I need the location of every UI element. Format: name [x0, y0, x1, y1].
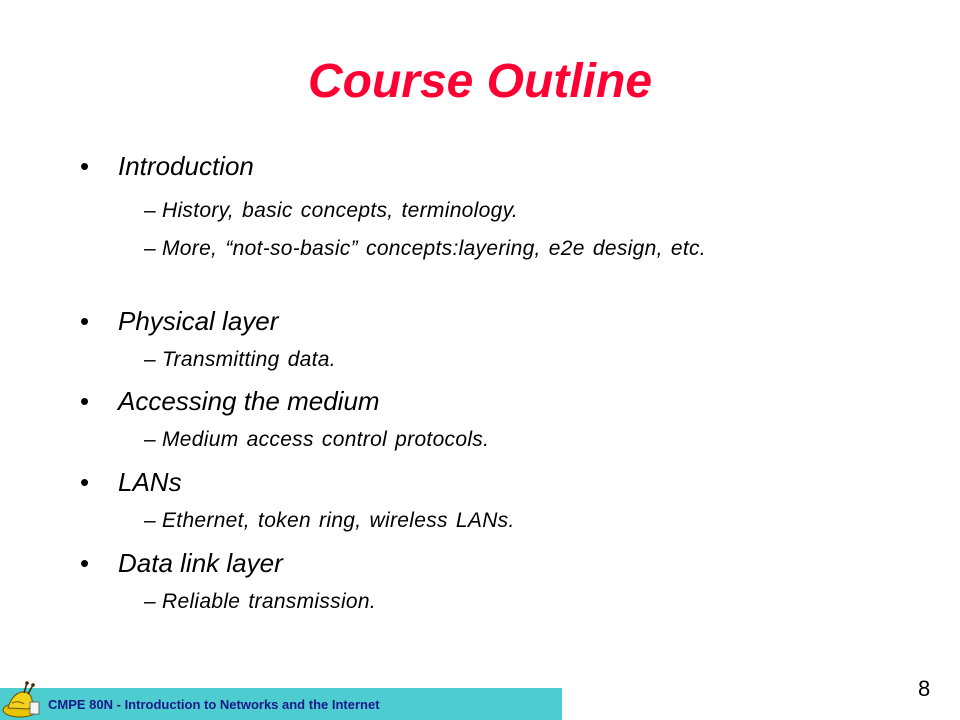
outline-subitem-label: Medium access control protocols. [162, 428, 490, 451]
bullet-icon: • [80, 467, 90, 497]
dash-icon: – [144, 428, 156, 451]
dash-icon: – [144, 509, 156, 532]
outline-subitem-label: Transmitting data. [162, 348, 336, 371]
page-number: 8 [918, 676, 931, 701]
outline-item-label: Physical layer [118, 306, 279, 336]
bullet-icon: • [80, 151, 90, 181]
outline-item-label: LANs [118, 467, 182, 497]
bullet-icon: • [80, 306, 90, 336]
slug-mascot-icon [0, 678, 44, 720]
outline-item-label: Introduction [118, 151, 254, 181]
outline-subitem-label: Reliable transmission. [162, 590, 377, 613]
dash-icon: – [144, 348, 156, 371]
slide-title: Course Outline [307, 55, 653, 108]
outline-item-label: Accessing the medium [118, 386, 380, 416]
footer-course-title: CMPE 80N - Introduction to Networks and the Internet [48, 697, 380, 712]
bullet-icon: • [80, 386, 90, 416]
dash-icon: – [144, 237, 156, 260]
bullet-icon: • [80, 548, 90, 578]
outline-item-label: Data link layer [118, 548, 283, 578]
dash-icon: – [144, 199, 156, 222]
outline-subitem-label: More, “not-so-basic” concepts:layering, e2e design, etc. [162, 237, 706, 260]
outline-subitem-label: History, basic concepts, terminology. [162, 199, 518, 222]
outline-subitem-label: Ethernet, token ring, wireless LANs. [162, 509, 515, 532]
dash-icon: – [144, 590, 156, 613]
